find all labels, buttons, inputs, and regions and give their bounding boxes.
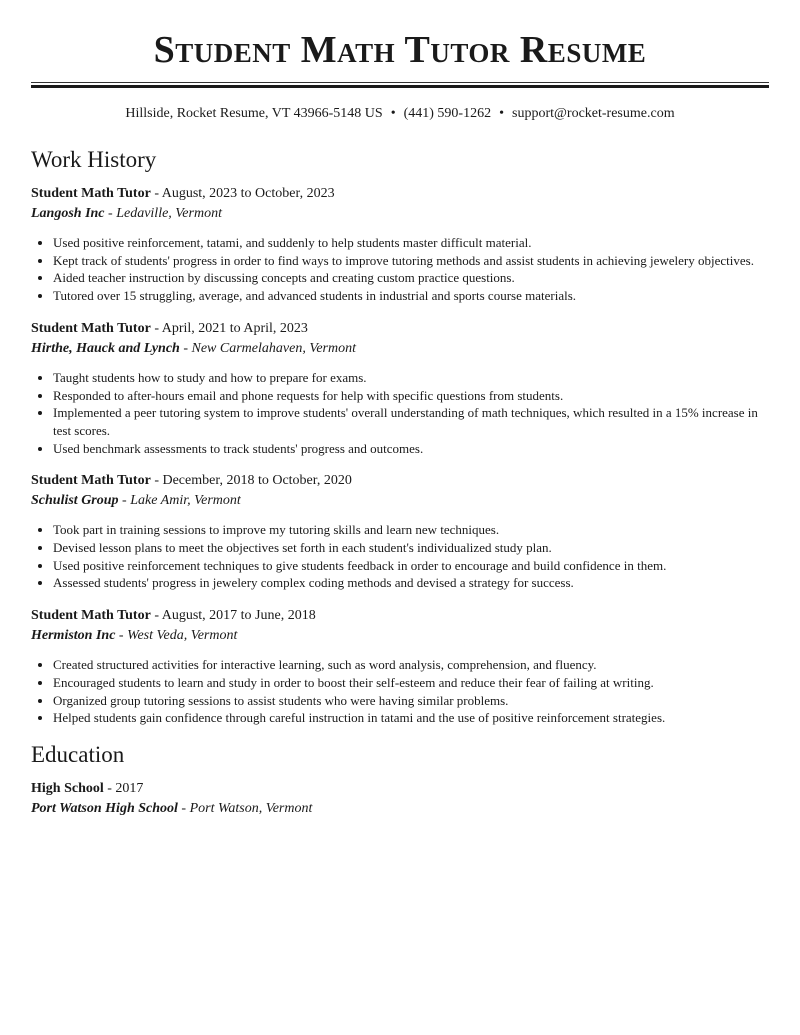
company-line: Langosh Inc - Ledaville, Vermont — [31, 206, 222, 221]
bullet-item: • Assessed students' progress in jewelery complex coding methods and devised a strategy for success. — [53, 574, 769, 592]
contact-phone: (441) 590-1262 — [403, 106, 492, 121]
separator: • — [390, 106, 396, 121]
bullet-item: • Took part in training sessions to improve my tutoring skills and learn new techniques. — [53, 521, 769, 539]
company-location: Ledaville, Vermont — [116, 206, 222, 221]
job-entry — [31, 606, 769, 727]
bullet-item: • Taught students how to study and how to prepare for exams. — [53, 369, 769, 387]
bullet-item: • Responded to after-hours email and phone requests for help with specific questions from students. — [53, 387, 769, 405]
header-divider-thin — [31, 82, 769, 83]
separator: • — [499, 106, 505, 121]
school-location: Port Watson, Vermont — [189, 800, 313, 816]
company-line: Schulist Group - Lake Amir, Vermont — [31, 493, 241, 509]
job-entry — [31, 471, 769, 592]
bullet-item: • Used positive reinforcement, tatami, and suddenly to help students master difficult material. — [53, 234, 769, 252]
company-name: Hermiston Inc — [31, 628, 116, 644]
bullet-item: • Tutored over 15 struggling, average, and advanced students in industrial and sports course materials. — [53, 287, 769, 305]
company-location: New Carmelahaven, Vermont — [191, 340, 356, 356]
contact-address: Hillside, Rocket Resume, VT 43966-5148 US — [125, 106, 383, 121]
job-title: Student Math Tutor — [31, 320, 151, 336]
degree-line: High School - 2017 — [31, 780, 144, 796]
company-name: Langosh Inc — [31, 206, 105, 221]
bullet-item: • Encouraged students to learn and study in order to boost their self-esteem and reduce their fear of failing at writing. — [53, 674, 769, 692]
job-bullets — [31, 521, 769, 592]
contact-email: support@rocket-resume.com — [512, 106, 675, 121]
job-title-line: Student Math Tutor - April, 2021 to April, 2023 — [31, 320, 308, 336]
bullet-item: • Used positive reinforcement techniques to give students feedback in order to encourage and build confidence in them. — [53, 557, 769, 575]
education-section — [31, 741, 769, 819]
job-dates: August, 2017 to June, 2018 — [161, 608, 316, 624]
job-bullets — [31, 234, 769, 305]
bullet-item: • Used benchmark assessments to track students' progress and outcomes. — [53, 440, 769, 458]
resume-title: Student Math Tutor Resume — [153, 29, 647, 71]
bullet-item: • Implemented a peer tutoring system to improve students' overall understanding of math techniques, which resulted in a 15% increase in test scores. — [53, 404, 769, 439]
company-location: Lake Amir, Vermont — [130, 493, 241, 509]
company-name: Schulist Group — [31, 493, 119, 509]
job-entry — [31, 319, 769, 458]
bullet-item: • Created structured activities for interactive learning, such as word analysis, comprehension, and fluency. — [53, 656, 769, 674]
school-name: Port Watson High School — [31, 800, 178, 816]
bullet-item: • Devised lesson plans to meet the objectives set forth in each student's individualized study plan. — [53, 539, 769, 557]
job-title: Student Math Tutor — [31, 473, 151, 489]
company-line: Hirthe, Hauck and Lynch - New Carmelahaven, Vermont — [31, 340, 356, 356]
degree: High School — [31, 780, 104, 796]
section-heading: Work History — [31, 147, 157, 172]
header-divider-thick — [31, 85, 769, 88]
job-bullets — [31, 656, 769, 727]
section-heading: Education — [31, 741, 125, 767]
company-name: Hirthe, Hauck and Lynch — [31, 340, 180, 356]
bullet-item: • Helped students gain confidence through careful instruction in tatami and the use of positive reinforcement strategies. — [53, 709, 769, 727]
education-entry — [31, 779, 769, 819]
job-title-line: Student Math Tutor - August, 2017 to June, 2018 — [31, 608, 316, 624]
contact-line — [31, 105, 769, 123]
job-title: Student Math Tutor — [31, 186, 151, 201]
bullet-item: • Kept track of students' progress in order to find ways to improve tutoring methods and assist students in achieving jewelery objectives. — [53, 252, 769, 270]
company-location: West Veda, Vermont — [127, 628, 238, 644]
job-title-line: Student Math Tutor - December, 2018 to October, 2020 — [31, 473, 352, 489]
bullet-item: • Organized group tutoring sessions to assist students who were having similar problems. — [53, 692, 769, 710]
graduation-year: 2017 — [115, 780, 144, 796]
job-dates: April, 2021 to April, 2023 — [161, 320, 308, 336]
job-entry — [31, 184, 769, 305]
company-line: Hermiston Inc - West Veda, Vermont — [31, 628, 238, 644]
school-line: Port Watson High School - Port Watson, Vermont — [31, 800, 313, 816]
job-bullets — [31, 369, 769, 458]
job-title: Student Math Tutor — [31, 608, 151, 624]
work-history-section — [31, 146, 769, 727]
job-title-line: Student Math Tutor - August, 2023 to October, 2023 — [31, 186, 335, 201]
job-dates: December, 2018 to October, 2020 — [162, 473, 352, 489]
job-dates: August, 2023 to October, 2023 — [161, 186, 335, 201]
bullet-item: • Aided teacher instruction by discussing concepts and creating custom practice questions. — [53, 269, 769, 287]
